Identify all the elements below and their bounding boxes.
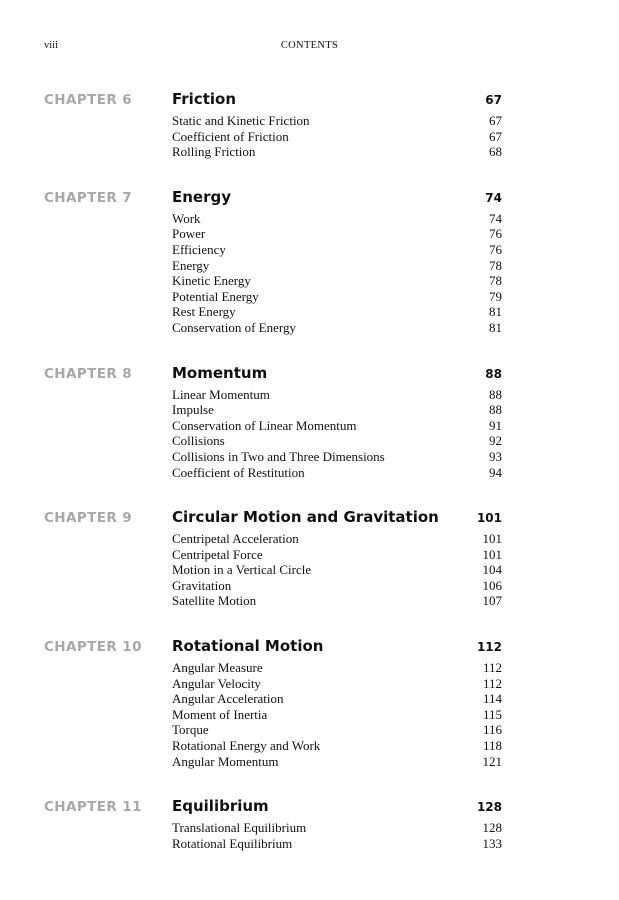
entry-page-number: 74 bbox=[489, 210, 502, 226]
toc-entry[interactable] bbox=[0, 226, 619, 242]
entry-title: Rotational Energy and Work bbox=[172, 738, 321, 754]
entry-page-number: 112 bbox=[482, 660, 502, 676]
entry-title: Power bbox=[172, 226, 206, 242]
entry-page-number: 92 bbox=[489, 433, 502, 449]
entry-page-number: 112 bbox=[482, 675, 502, 691]
entry-page-number: 101 bbox=[482, 531, 502, 547]
entry-title: Kinetic Energy bbox=[172, 273, 251, 289]
chapter-title[interactable]: Equilibrium bbox=[172, 797, 269, 816]
entry-title: Conservation of Energy bbox=[172, 319, 296, 335]
toc-entry[interactable] bbox=[0, 402, 619, 418]
toc-entry[interactable] bbox=[0, 465, 619, 481]
toc-entry[interactable] bbox=[0, 531, 619, 547]
chapter-heading bbox=[0, 637, 619, 659]
entry-page-number: 94 bbox=[489, 464, 502, 480]
chapter-page-number: 74 bbox=[485, 190, 502, 205]
entry-page-number: 81 bbox=[489, 304, 502, 320]
section-list bbox=[0, 820, 619, 851]
toc-entry[interactable] bbox=[0, 820, 619, 836]
chapter-label: CHAPTER 6 bbox=[44, 92, 133, 108]
toc-entry[interactable] bbox=[0, 433, 619, 449]
entry-title: Torque bbox=[172, 722, 209, 738]
entry-title: Angular Acceleration bbox=[172, 691, 284, 707]
entry-page-number: 93 bbox=[489, 448, 502, 464]
entry-page-number: 78 bbox=[489, 273, 502, 289]
page-title: CONTENTS bbox=[280, 40, 339, 51]
entry-page-number: 91 bbox=[489, 417, 502, 433]
entry-page-number: 78 bbox=[489, 257, 502, 273]
entry-page-number: 101 bbox=[482, 546, 502, 562]
toc-entry[interactable] bbox=[0, 387, 619, 403]
chapter-block bbox=[0, 90, 619, 160]
chapter-block bbox=[0, 637, 619, 769]
chapter-title[interactable]: Rotational Motion bbox=[172, 637, 324, 656]
entry-page-number: 104 bbox=[482, 562, 502, 578]
entry-page-number: 88 bbox=[489, 386, 502, 402]
toc-entry[interactable] bbox=[0, 449, 619, 465]
toc-entry[interactable] bbox=[0, 593, 619, 609]
chapter-label: CHAPTER 7 bbox=[44, 189, 133, 206]
entry-title: Potential Energy bbox=[172, 288, 259, 304]
section-list bbox=[0, 387, 619, 481]
running-head bbox=[0, 40, 619, 58]
entry-title: Centripetal Force bbox=[172, 546, 263, 562]
chapter-page-number: 88 bbox=[485, 366, 502, 381]
entry-page-number: 133 bbox=[482, 835, 502, 851]
chapter-heading bbox=[0, 508, 619, 530]
entry-title: Translational Equilibrium bbox=[172, 820, 307, 836]
chapter-block bbox=[0, 364, 619, 481]
entry-title: Angular Velocity bbox=[172, 675, 261, 691]
chapter-label: CHAPTER 9 bbox=[44, 510, 133, 527]
toc-entry[interactable] bbox=[0, 578, 619, 594]
chapter-page-number: 112 bbox=[476, 640, 502, 655]
chapter-block bbox=[0, 508, 619, 609]
chapter-title[interactable]: Energy bbox=[172, 187, 232, 206]
section-list bbox=[0, 660, 619, 769]
toc-entry[interactable] bbox=[0, 738, 619, 754]
entry-title: Linear Momentum bbox=[172, 386, 270, 402]
entry-page-number: 79 bbox=[489, 288, 502, 304]
toc-entry[interactable] bbox=[0, 144, 619, 160]
toc-entry[interactable] bbox=[0, 707, 619, 723]
entry-title: Moment of Inertia bbox=[172, 706, 268, 722]
chapter-label: CHAPTER 8 bbox=[44, 365, 133, 382]
entry-title: Collisions in Two and Three Dimensions bbox=[172, 448, 385, 464]
chapter-title[interactable]: Momentum bbox=[172, 363, 268, 382]
toc-entry[interactable] bbox=[0, 836, 619, 852]
entry-page-number: 116 bbox=[482, 722, 502, 738]
toc-entry[interactable] bbox=[0, 258, 619, 274]
toc-entry[interactable] bbox=[0, 289, 619, 305]
entry-page-number: 76 bbox=[489, 226, 502, 242]
entry-title: Coefficient of Friction bbox=[172, 128, 289, 144]
entry-title: Centripetal Acceleration bbox=[172, 531, 299, 547]
entry-title: Angular Measure bbox=[172, 660, 263, 676]
entry-title: Coefficient of Restitution bbox=[172, 464, 305, 480]
entry-title: Impulse bbox=[172, 402, 214, 418]
entry-title: Static and Kinetic Friction bbox=[172, 113, 310, 128]
entry-page-number: 67 bbox=[489, 128, 502, 144]
entry-page-number: 128 bbox=[482, 820, 502, 836]
page-number: viii bbox=[44, 40, 59, 51]
entry-page-number: 67 bbox=[489, 113, 502, 128]
chapter-label: CHAPTER 11 bbox=[44, 799, 142, 816]
toc-entry[interactable] bbox=[0, 211, 619, 227]
entry-title: Work bbox=[172, 210, 201, 226]
toc-entry[interactable] bbox=[0, 722, 619, 738]
entry-page-number: 68 bbox=[489, 144, 502, 160]
chapter-title[interactable]: Circular Motion and Gravitation bbox=[172, 508, 439, 527]
entry-title: Rotational Equilibrium bbox=[172, 835, 293, 851]
entry-page-number: 81 bbox=[489, 319, 502, 335]
toc-entry[interactable] bbox=[0, 242, 619, 258]
entry-page-number: 107 bbox=[482, 593, 502, 609]
toc-entry[interactable] bbox=[0, 113, 619, 129]
entry-page-number: 88 bbox=[489, 402, 502, 418]
entry-page-number: 118 bbox=[482, 738, 502, 754]
chapter-block bbox=[0, 797, 619, 851]
toc-entry[interactable] bbox=[0, 691, 619, 707]
entry-title: Collisions bbox=[172, 433, 225, 449]
chapter-heading bbox=[0, 797, 619, 819]
toc-entry[interactable] bbox=[0, 562, 619, 578]
chapter-block bbox=[0, 188, 619, 336]
chapter-heading bbox=[0, 90, 619, 112]
chapter-page-number: 128 bbox=[476, 800, 502, 815]
toc-entry[interactable] bbox=[0, 754, 619, 770]
toc-entry[interactable] bbox=[0, 418, 619, 434]
chapter-heading bbox=[0, 364, 619, 386]
table-of-contents bbox=[0, 90, 619, 879]
entry-title: Energy bbox=[172, 257, 210, 273]
entry-page-number: 114 bbox=[482, 691, 502, 707]
toc-entry[interactable] bbox=[0, 273, 619, 289]
section-list bbox=[0, 211, 619, 336]
entry-page-number: 121 bbox=[482, 753, 502, 769]
chapter-label: CHAPTER 10 bbox=[44, 639, 142, 656]
chapter-page-number: 67 bbox=[485, 93, 502, 107]
toc-entry[interactable] bbox=[0, 320, 619, 336]
entry-title: Rolling Friction bbox=[172, 144, 256, 160]
section-list bbox=[0, 113, 619, 160]
entry-page-number: 106 bbox=[482, 577, 502, 593]
entry-title: Satellite Motion bbox=[172, 593, 257, 609]
toc-entry[interactable] bbox=[0, 676, 619, 692]
entry-page-number: 115 bbox=[482, 706, 502, 722]
entry-title: Efficiency bbox=[172, 241, 226, 257]
entry-page-number: 76 bbox=[489, 241, 502, 257]
chapter-page-number: 101 bbox=[476, 511, 502, 526]
entry-title: Rest Energy bbox=[172, 304, 236, 320]
entry-title: Gravitation bbox=[172, 577, 232, 593]
toc-entry[interactable] bbox=[0, 660, 619, 676]
entry-title: Conservation of Linear Momentum bbox=[172, 417, 357, 433]
entry-title: Motion in a Vertical Circle bbox=[172, 562, 312, 578]
section-list bbox=[0, 531, 619, 609]
chapter-title[interactable]: Friction bbox=[172, 90, 237, 108]
toc-entry[interactable] bbox=[0, 304, 619, 320]
toc-entry[interactable] bbox=[0, 547, 619, 563]
entry-title: Angular Momentum bbox=[172, 753, 279, 769]
chapter-heading bbox=[0, 188, 619, 210]
toc-entry[interactable] bbox=[0, 129, 619, 145]
